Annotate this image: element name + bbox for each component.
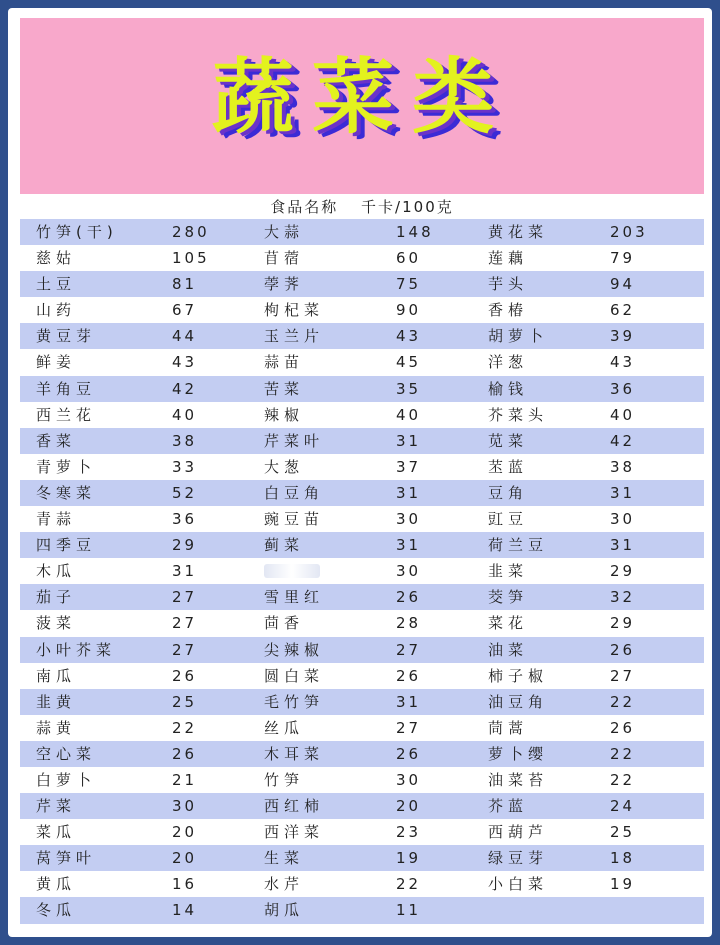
calorie-value: 40 — [172, 405, 198, 424]
food-name: 山药 — [36, 301, 77, 320]
calorie-value: 31 — [396, 692, 422, 711]
food-name: 菜花 — [488, 614, 529, 633]
food-name: 白萝卜 — [36, 770, 97, 789]
food-name: 油豆角 — [488, 692, 549, 711]
food-name: 荷兰豆 — [488, 536, 549, 555]
calorie-value: 36 — [172, 510, 198, 529]
calorie-value: 29 — [610, 614, 636, 633]
calorie-value: 38 — [610, 457, 636, 476]
food-name: 豆角 — [488, 483, 529, 502]
table-row — [20, 871, 704, 897]
food-name: 土豆 — [36, 275, 77, 294]
calorie-value: 75 — [396, 275, 422, 294]
food-name: 空心菜 — [36, 744, 97, 763]
food-name: 西洋菜 — [264, 823, 325, 842]
food-name: 西兰花 — [36, 405, 97, 424]
calorie-value: 11 — [396, 901, 422, 920]
food-name: 萝卜缨 — [488, 744, 549, 763]
food-name: 小叶芥菜 — [36, 640, 117, 659]
food-name: 茭笋 — [488, 588, 529, 607]
table-row — [20, 741, 704, 767]
calorie-value: 94 — [610, 275, 636, 294]
calorie-value: 40 — [610, 405, 636, 424]
calorie-value: 45 — [396, 353, 422, 372]
food-name: 胡瓜 — [264, 901, 305, 920]
calorie-value: 22 — [396, 875, 422, 894]
food-name: 大葱 — [264, 457, 305, 476]
calorie-value: 22 — [610, 692, 636, 711]
calorie-value: 31 — [172, 562, 198, 581]
calorie-value: 203 — [610, 223, 648, 241]
food-name: 韭黄 — [36, 692, 77, 711]
food-name: 芥蓝 — [488, 797, 529, 816]
calorie-value: 43 — [610, 353, 636, 372]
table-row — [20, 297, 704, 323]
calorie-value: 23 — [396, 823, 422, 842]
calorie-value: 42 — [172, 379, 198, 398]
food-name: 芹菜叶 — [264, 431, 325, 450]
calorie-value: 79 — [610, 249, 636, 268]
food-name: 冬寒菜 — [36, 483, 97, 502]
calorie-value: 25 — [172, 692, 198, 711]
title-banner — [20, 18, 704, 194]
calorie-value: 67 — [172, 301, 198, 320]
calorie-value: 24 — [610, 797, 636, 816]
table-row — [20, 323, 704, 349]
calorie-value: 32 — [610, 588, 636, 607]
header-unit: 千卡/100克 — [361, 198, 454, 216]
food-name: 辣椒 — [264, 405, 305, 424]
header-food-name: 食品名称 — [270, 198, 339, 216]
food-name: 苦菜 — [264, 379, 305, 398]
calorie-value: 29 — [172, 536, 198, 555]
food-name: 木耳菜 — [264, 744, 325, 763]
table-row — [20, 793, 704, 819]
calorie-value: 39 — [610, 327, 636, 346]
food-name: 菠菜 — [36, 614, 77, 633]
table-row — [20, 480, 704, 506]
table-row — [20, 767, 704, 793]
food-name: 西葫芦 — [488, 823, 549, 842]
food-name: 水芹 — [264, 875, 305, 894]
calorie-value: 148 — [396, 223, 434, 241]
calorie-value: 52 — [172, 483, 198, 502]
food-name: 小白菜 — [488, 875, 549, 894]
food-name: 鲜姜 — [36, 353, 77, 372]
food-name: 竹笋 — [264, 770, 305, 789]
calorie-value: 280 — [172, 223, 210, 241]
food-name: 玉兰片 — [264, 327, 325, 346]
calorie-value: 20 — [172, 849, 198, 868]
table-row — [20, 506, 704, 532]
table-row — [20, 584, 704, 610]
calorie-value: 27 — [172, 588, 198, 607]
food-name: 竹笋(干) — [36, 223, 118, 241]
food-name: 毛竹笋 — [264, 692, 325, 711]
table-header — [20, 196, 704, 218]
food-name: 茼蒿 — [488, 718, 529, 737]
table-row — [20, 845, 704, 871]
calorie-value: 21 — [172, 770, 198, 789]
food-name: 黄瓜 — [36, 875, 77, 894]
table-row — [20, 663, 704, 689]
food-name: 莴笋叶 — [36, 849, 97, 868]
food-name: 四季豆 — [36, 536, 97, 555]
calorie-value: 81 — [172, 275, 198, 294]
food-name: 蒜黄 — [36, 718, 77, 737]
food-name: 苋菜 — [488, 431, 529, 450]
calorie-value: 20 — [172, 823, 198, 842]
calorie-value: 30 — [172, 797, 198, 816]
blurred-food-name — [264, 564, 320, 578]
calorie-value: 19 — [610, 875, 636, 894]
calorie-value: 27 — [172, 640, 198, 659]
food-name: 青蒜 — [36, 510, 77, 529]
calorie-value: 29 — [610, 562, 636, 581]
calorie-value: 14 — [172, 901, 198, 920]
table-row — [20, 349, 704, 375]
calorie-value: 62 — [610, 301, 636, 320]
food-name: 羊角豆 — [36, 379, 97, 398]
calorie-value: 31 — [396, 483, 422, 502]
vegetable-calorie-sheet — [20, 18, 704, 930]
food-name: 茄子 — [36, 588, 77, 607]
table-row — [20, 454, 704, 480]
calorie-value: 22 — [610, 744, 636, 763]
table-row — [20, 245, 704, 271]
food-name: 白豆角 — [264, 483, 325, 502]
calorie-value: 27 — [610, 666, 636, 685]
food-name: 菜瓜 — [36, 823, 77, 842]
calorie-value: 42 — [610, 431, 636, 450]
calorie-value: 16 — [172, 875, 198, 894]
calorie-value: 30 — [396, 770, 422, 789]
calorie-value: 30 — [396, 510, 422, 529]
calorie-value: 28 — [396, 614, 422, 633]
calorie-value: 26 — [610, 718, 636, 737]
food-name: 芹菜 — [36, 797, 77, 816]
food-name: 丝瓜 — [264, 718, 305, 737]
food-name: 豌豆苗 — [264, 510, 325, 529]
food-name: 绿豆芽 — [488, 849, 549, 868]
page-title: 蔬菜类 — [211, 50, 512, 145]
calorie-value: 31 — [396, 431, 422, 450]
food-name: 茴香 — [264, 614, 305, 633]
calorie-value: 31 — [610, 536, 636, 555]
calorie-value: 90 — [396, 301, 422, 320]
table-row — [20, 689, 704, 715]
calorie-value: 26 — [396, 666, 422, 685]
food-name: 洋葱 — [488, 353, 529, 372]
food-name: 韭菜 — [488, 562, 529, 581]
food-name: 莲藕 — [488, 249, 529, 268]
calorie-value: 22 — [172, 718, 198, 737]
calorie-value: 26 — [172, 666, 198, 685]
calorie-value: 26 — [172, 744, 198, 763]
food-name: 慈姑 — [36, 249, 77, 268]
food-name: 青萝卜 — [36, 457, 97, 476]
food-name: 木瓜 — [36, 562, 77, 581]
calorie-value: 31 — [396, 536, 422, 555]
table-row — [20, 819, 704, 845]
food-name: 黄花菜 — [488, 223, 549, 241]
calorie-value: 26 — [396, 588, 422, 607]
food-name: 柿子椒 — [488, 666, 549, 685]
table-row — [20, 402, 704, 428]
food-name: 冬瓜 — [36, 901, 77, 920]
food-name: 香椿 — [488, 301, 529, 320]
food-name: 芋头 — [488, 275, 529, 294]
calorie-value: 43 — [172, 353, 198, 372]
calorie-value: 60 — [396, 249, 422, 268]
calorie-value: 18 — [610, 849, 636, 868]
table-row — [20, 558, 704, 584]
food-name: 西红柿 — [264, 797, 325, 816]
food-name: 苜蓿 — [264, 249, 305, 268]
food-name: 苤蓝 — [488, 457, 529, 476]
food-name: 枸杞菜 — [264, 301, 325, 320]
table-row — [20, 271, 704, 297]
calorie-value: 26 — [396, 744, 422, 763]
calorie-value: 22 — [610, 770, 636, 789]
food-name: 蒜苗 — [264, 353, 305, 372]
table-row — [20, 897, 704, 923]
calorie-value: 36 — [610, 379, 636, 398]
food-name: 圆白菜 — [264, 666, 325, 685]
calorie-value: 19 — [396, 849, 422, 868]
food-name: 香菜 — [36, 431, 77, 450]
calorie-value: 38 — [172, 431, 198, 450]
table-row — [20, 637, 704, 663]
calorie-value: 25 — [610, 823, 636, 842]
calorie-value: 105 — [172, 249, 210, 268]
food-name: 油菜 — [488, 640, 529, 659]
food-name: 油菜苔 — [488, 770, 549, 789]
food-name: 南瓜 — [36, 666, 77, 685]
food-name: 尖辣椒 — [264, 640, 325, 659]
calorie-table — [20, 219, 704, 924]
calorie-value: 40 — [396, 405, 422, 424]
calorie-value: 20 — [396, 797, 422, 816]
food-name: 雪里红 — [264, 588, 325, 607]
food-name: 大蒜 — [264, 223, 305, 241]
calorie-value: 43 — [396, 327, 422, 346]
calorie-value: 44 — [172, 327, 198, 346]
calorie-value: 35 — [396, 379, 422, 398]
food-name: 榆钱 — [488, 379, 529, 398]
table-row — [20, 532, 704, 558]
table-row — [20, 376, 704, 402]
food-name: 芥菜头 — [488, 405, 549, 424]
food-name: 胡萝卜 — [488, 327, 549, 346]
table-row — [20, 610, 704, 636]
table-row — [20, 219, 704, 245]
table-row — [20, 428, 704, 454]
calorie-value: 31 — [610, 483, 636, 502]
calorie-value: 37 — [396, 457, 422, 476]
food-name: 蓟菜 — [264, 536, 305, 555]
food-name: 黄豆芽 — [36, 327, 97, 346]
calorie-value: 30 — [396, 562, 422, 581]
calorie-value: 30 — [610, 510, 636, 529]
calorie-value: 27 — [396, 718, 422, 737]
food-name: 豇豆 — [488, 510, 529, 529]
table-row — [20, 715, 704, 741]
calorie-value: 26 — [610, 640, 636, 659]
calorie-value: 33 — [172, 457, 198, 476]
food-name: 荸荠 — [264, 275, 305, 294]
food-name: 生菜 — [264, 849, 305, 868]
calorie-value: 27 — [172, 614, 198, 633]
calorie-value: 27 — [396, 640, 422, 659]
